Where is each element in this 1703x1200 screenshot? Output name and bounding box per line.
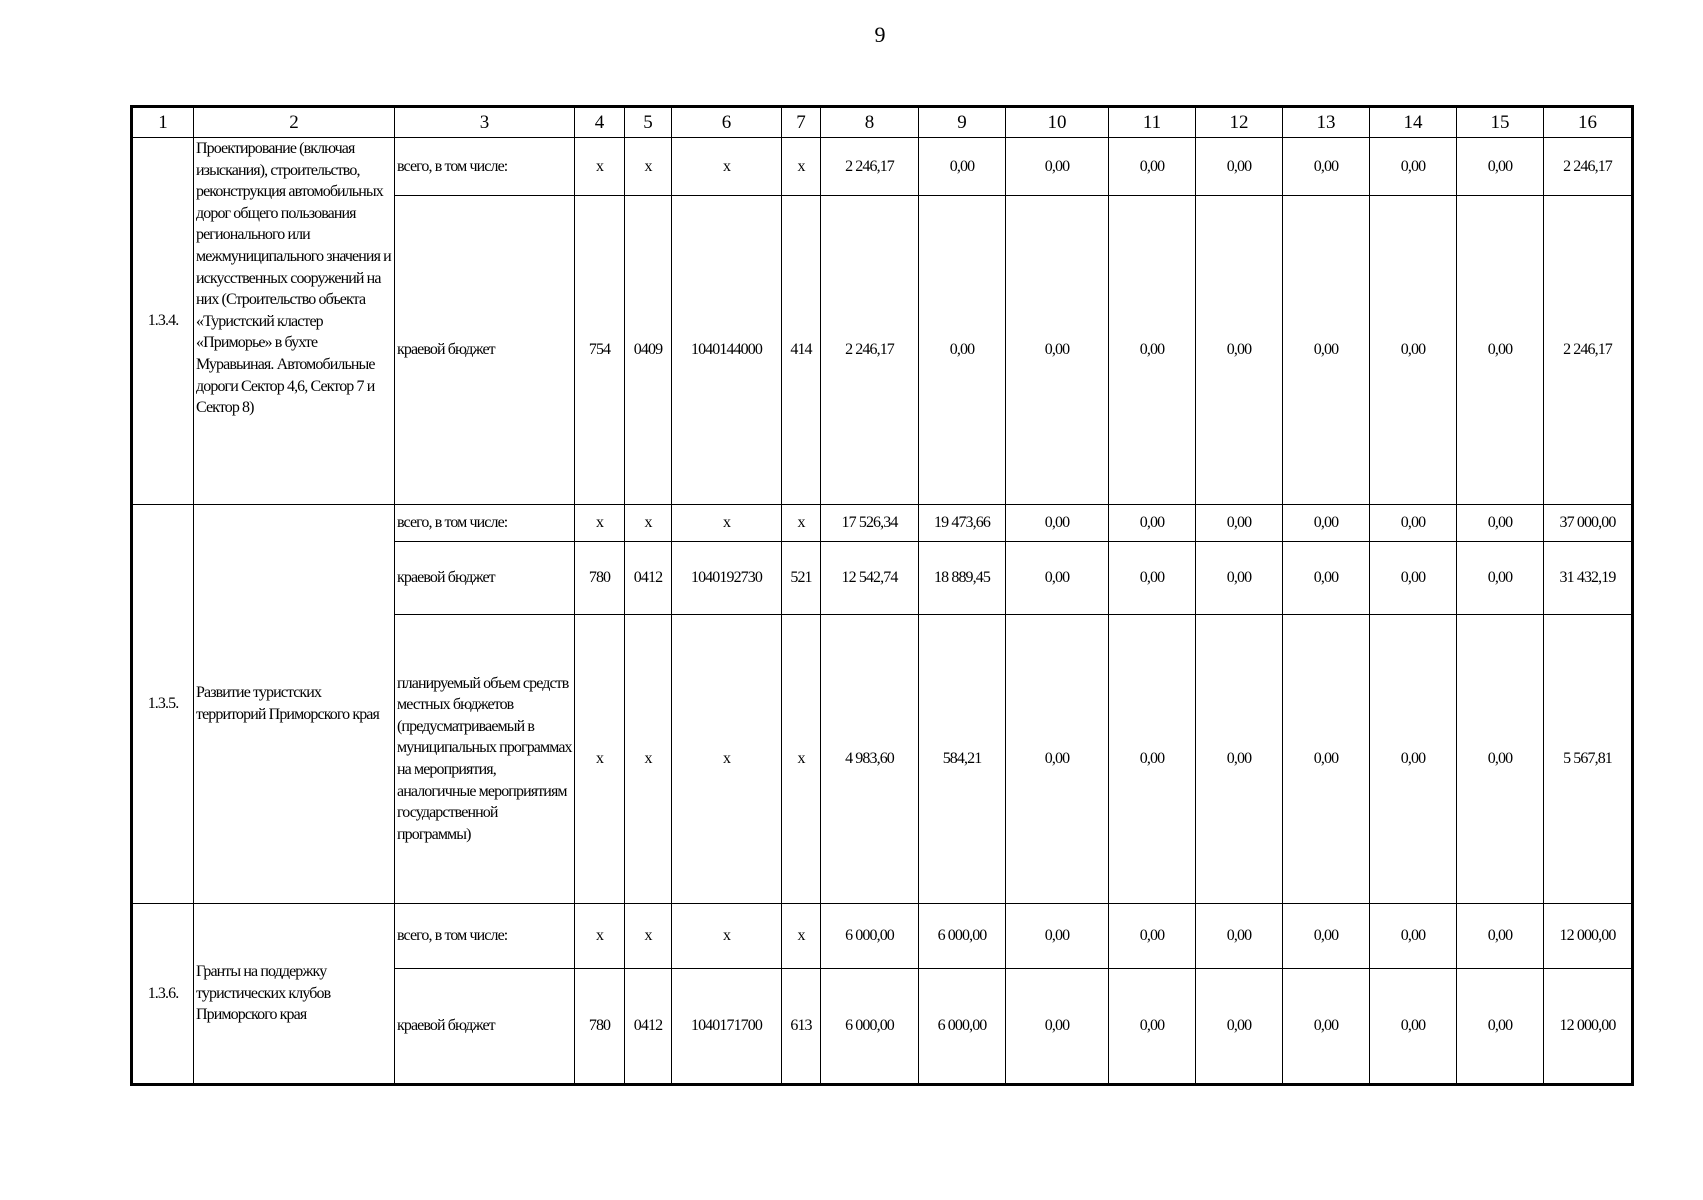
total-cell: 5 567,81 [1544, 615, 1632, 904]
value-cell: 0,00 [1283, 904, 1370, 969]
column-header: 2 [194, 108, 395, 138]
value-cell: 0,00 [1196, 196, 1283, 505]
value-cell: 2 246,17 [821, 138, 919, 196]
value-cell: 0,00 [919, 138, 1006, 196]
table-row [133, 505, 1632, 542]
total-cell: 37 000,00 [1544, 505, 1632, 542]
value-cell: 0,00 [1283, 542, 1370, 615]
target-code: 1040192730 [672, 542, 782, 615]
column-header: 8 [821, 108, 919, 138]
value-cell: 0,00 [1370, 542, 1457, 615]
column-header: 14 [1370, 108, 1457, 138]
value-cell: 19 473,66 [919, 505, 1006, 542]
admin-code: х [575, 138, 625, 196]
expense-type-code: 414 [782, 196, 821, 505]
column-header: 9 [919, 108, 1006, 138]
value-cell: 0,00 [1457, 505, 1544, 542]
target-code: х [672, 904, 782, 969]
value-cell: 6 000,00 [919, 969, 1006, 1084]
value-cell: 12 542,74 [821, 542, 919, 615]
value-cell: 0,00 [1006, 904, 1109, 969]
value-cell: 0,00 [1457, 904, 1544, 969]
value-cell: 0,00 [1196, 904, 1283, 969]
target-code: 1040171700 [672, 969, 782, 1084]
section-code: х [625, 138, 672, 196]
value-cell: 4 983,60 [821, 615, 919, 904]
column-header: 1 [133, 108, 194, 138]
funding-source: всего, в том числе: [395, 505, 575, 542]
value-cell: 6 000,00 [821, 969, 919, 1084]
admin-code: 780 [575, 969, 625, 1084]
value-cell: 0,00 [1006, 615, 1109, 904]
value-cell: 0,00 [1109, 615, 1196, 904]
value-cell: 0,00 [1006, 969, 1109, 1084]
value-cell: 0,00 [1109, 138, 1196, 196]
funding-source: всего, в том числе: [395, 138, 575, 196]
value-cell: 18 889,45 [919, 542, 1006, 615]
value-cell: 0,00 [1196, 969, 1283, 1084]
admin-code: х [575, 505, 625, 542]
section-code: х [625, 505, 672, 542]
target-code: х [672, 505, 782, 542]
value-cell: 2 246,17 [821, 196, 919, 505]
funding-source: краевой бюджет [395, 969, 575, 1084]
value-cell: 0,00 [1006, 196, 1109, 505]
value-cell: 0,00 [1457, 969, 1544, 1084]
value-cell: 0,00 [1283, 505, 1370, 542]
column-header: 12 [1196, 108, 1283, 138]
expense-type-code: 613 [782, 969, 821, 1084]
target-code: 1040144000 [672, 196, 782, 505]
value-cell: 0,00 [1283, 615, 1370, 904]
value-cell: 0,00 [1006, 138, 1109, 196]
section-code: 0409 [625, 196, 672, 505]
admin-code: х [575, 904, 625, 969]
funding-source: краевой бюджет [395, 542, 575, 615]
column-header: 16 [1544, 108, 1632, 138]
value-cell: 0,00 [1370, 969, 1457, 1084]
table-row [133, 904, 1632, 969]
section-code: х [625, 904, 672, 969]
section-code: 0412 [625, 969, 672, 1084]
expense-type-code: х [782, 138, 821, 196]
section-code: 0412 [625, 542, 672, 615]
total-cell: 12 000,00 [1544, 904, 1632, 969]
value-cell: 6 000,00 [821, 904, 919, 969]
column-header: 6 [672, 108, 782, 138]
activity-name: Проектирование (включая изыскания), строительство, реконструкция автомобильных дорог общего пользования регионального или межмуниципального значения и искусственных сооружений на них (Строительство объекта «Туристский кластер «Приморье» в бухте Муравьиная. Автомобильные дороги Сектор 4,6, Сектор 7 и Сектор 8) [194, 138, 395, 505]
value-cell: 0,00 [1457, 138, 1544, 196]
value-cell: 0,00 [1370, 904, 1457, 969]
column-header: 3 [395, 108, 575, 138]
value-cell: 0,00 [1109, 196, 1196, 505]
expense-type-code: х [782, 505, 821, 542]
expense-type-code: х [782, 615, 821, 904]
admin-code: х [575, 615, 625, 904]
value-cell: 6 000,00 [919, 904, 1006, 969]
admin-code: 754 [575, 196, 625, 505]
funding-source: всего, в том числе: [395, 904, 575, 969]
budget-table [132, 107, 1632, 1084]
activity-name: Гранты на поддержку туристических клубов Приморского края [194, 904, 395, 1084]
target-code: х [672, 615, 782, 904]
column-header: 11 [1109, 108, 1196, 138]
row-index: 1.3.6. [133, 904, 194, 1084]
value-cell: 17 526,34 [821, 505, 919, 542]
value-cell: 0,00 [1196, 615, 1283, 904]
value-cell: 0,00 [1283, 196, 1370, 505]
value-cell: 0,00 [1457, 615, 1544, 904]
column-header: 7 [782, 108, 821, 138]
activity-name: Развитие туристских территорий Приморского края [194, 505, 395, 904]
header-row [133, 108, 1632, 138]
value-cell: 584,21 [919, 615, 1006, 904]
value-cell: 0,00 [1109, 505, 1196, 542]
page-number: 9 [874, 22, 886, 47]
value-cell: 0,00 [1006, 505, 1109, 542]
value-cell: 0,00 [1196, 138, 1283, 196]
expense-type-code: 521 [782, 542, 821, 615]
value-cell: 0,00 [1196, 542, 1283, 615]
column-header: 5 [625, 108, 672, 138]
value-cell: 0,00 [1109, 542, 1196, 615]
value-cell: 0,00 [1370, 615, 1457, 904]
value-cell: 0,00 [919, 196, 1006, 505]
column-header: 10 [1006, 108, 1109, 138]
row-index: 1.3.5. [133, 505, 194, 904]
value-cell: 0,00 [1457, 542, 1544, 615]
value-cell: 0,00 [1370, 505, 1457, 542]
total-cell: 31 432,19 [1544, 542, 1632, 615]
value-cell: 0,00 [1457, 196, 1544, 505]
column-header: 13 [1283, 108, 1370, 138]
value-cell: 0,00 [1370, 138, 1457, 196]
value-cell: 0,00 [1283, 138, 1370, 196]
value-cell: 0,00 [1006, 542, 1109, 615]
admin-code: 780 [575, 542, 625, 615]
value-cell: 0,00 [1109, 969, 1196, 1084]
expense-type-code: х [782, 904, 821, 969]
value-cell: 0,00 [1196, 505, 1283, 542]
total-cell: 12 000,00 [1544, 969, 1632, 1084]
value-cell: 0,00 [1109, 904, 1196, 969]
value-cell: 0,00 [1283, 969, 1370, 1084]
total-cell: 2 246,17 [1544, 138, 1632, 196]
total-cell: 2 246,17 [1544, 196, 1632, 505]
row-index: 1.3.4. [133, 138, 194, 505]
section-code: х [625, 615, 672, 904]
column-header: 15 [1457, 108, 1544, 138]
funding-source: краевой бюджет [395, 196, 575, 505]
funding-source: планируемый объем средств местных бюджетов (предусматриваемый в муниципальных программах на мероприятия, аналогичные мероприятиям государственной программы) [395, 615, 575, 904]
table-row [133, 138, 1632, 196]
target-code: х [672, 138, 782, 196]
column-header: 4 [575, 108, 625, 138]
value-cell: 0,00 [1370, 196, 1457, 505]
